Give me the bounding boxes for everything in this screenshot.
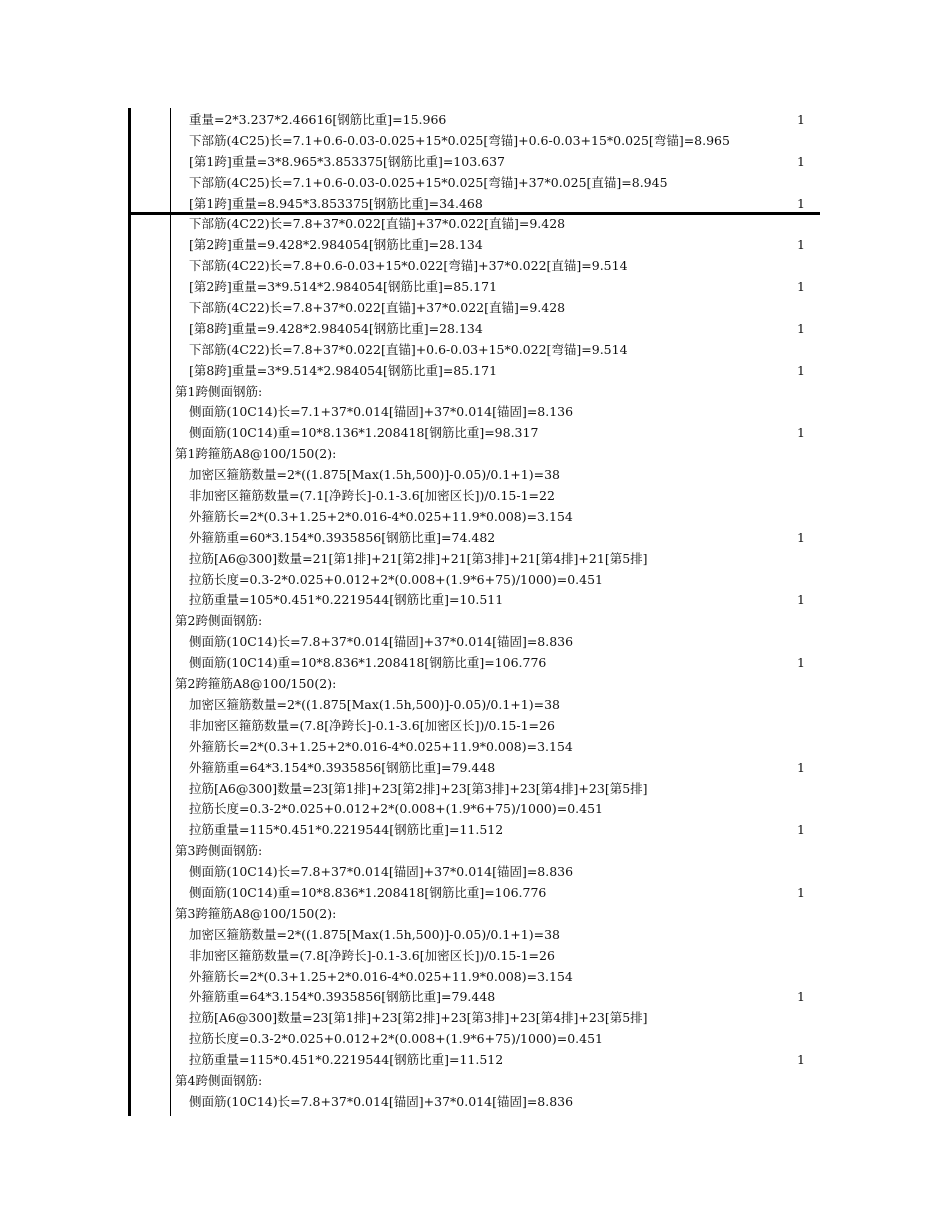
formula-text: 外箍筋长=2*(0.3+1.25+2*0.016-4*0.025+11.9*0.008)=3.154 bbox=[189, 968, 573, 984]
calc-row bbox=[0, 1071, 950, 1092]
formula-text: 非加密区箍筋数量=(7.8[净跨长]-0.1-3.6[加密区长])/0.15-1=26 bbox=[189, 947, 555, 963]
calc-row bbox=[0, 194, 950, 215]
calc-row bbox=[0, 549, 950, 570]
calc-row bbox=[0, 361, 950, 382]
calc-row bbox=[0, 716, 950, 737]
formula-text: [第1跨]重量=3*8.965*3.853375[钢筋比重]=103.637 bbox=[189, 153, 505, 169]
calc-row bbox=[0, 967, 950, 988]
calc-row bbox=[0, 653, 950, 674]
quantity-value: 1 bbox=[797, 822, 805, 838]
formula-text: 拉筋重量=115*0.451*0.2219544[钢筋比重]=11.512 bbox=[189, 822, 504, 838]
calc-row bbox=[0, 1092, 950, 1113]
calc-row bbox=[0, 402, 950, 423]
calc-row bbox=[0, 570, 950, 591]
formula-text: 非加密区箍筋数量=(7.1[净跨长]-0.1-3.6[加密区长])/0.15-1=22 bbox=[189, 488, 555, 504]
calc-row bbox=[0, 695, 950, 716]
quantity-value: 1 bbox=[797, 884, 805, 900]
formula-text: 侧面筋(10C14)长=7.8+37*0.014[锚固]+37*0.014[锚固]=8.836 bbox=[189, 634, 574, 650]
calc-row bbox=[0, 590, 950, 611]
calc-row bbox=[0, 507, 950, 528]
section-heading: 第1跨箍筋A8@100/150(2): bbox=[175, 446, 337, 462]
section-heading: 第2跨侧面钢筋: bbox=[175, 613, 263, 629]
section-heading: 第1跨侧面钢筋: bbox=[175, 383, 263, 399]
quantity-value: 1 bbox=[797, 279, 805, 295]
calc-row bbox=[0, 925, 950, 946]
quantity-value: 1 bbox=[797, 655, 805, 671]
formula-text: 侧面筋(10C14)重=10*8.136*1.208418[钢筋比重]=98.317 bbox=[189, 425, 539, 441]
quantity-value: 1 bbox=[797, 112, 805, 127]
calc-row bbox=[0, 779, 950, 800]
section-heading: 第4跨侧面钢筋: bbox=[175, 1072, 263, 1088]
calc-row bbox=[0, 904, 950, 925]
calc-row bbox=[0, 382, 950, 403]
calc-row bbox=[0, 883, 950, 904]
formula-text: [第8跨]重量=9.428*2.984054[钢筋比重]=28.134 bbox=[189, 320, 483, 336]
calc-row bbox=[0, 862, 950, 883]
calc-row bbox=[0, 444, 950, 465]
formula-text: 加密区箍筋数量=2*((1.875[Max(1.5h,500)]-0.05)/0.1+1)=38 bbox=[189, 696, 560, 712]
calc-row bbox=[0, 340, 950, 361]
formula-text: 拉筋重量=115*0.451*0.2219544[钢筋比重]=11.512 bbox=[189, 1052, 504, 1068]
formula-text: 外箍筋重=64*3.154*0.3935856[钢筋比重]=79.448 bbox=[189, 759, 496, 775]
calc-row bbox=[0, 235, 950, 256]
formula-text: 拉筋[A6@300]数量=23[第1排]+23[第2排]+23[第3排]+23[第4排]+23[第5排] bbox=[189, 780, 648, 796]
quantity-value: 1 bbox=[797, 362, 805, 378]
calc-row bbox=[0, 465, 950, 486]
formula-text: 侧面筋(10C14)长=7.8+37*0.014[锚固]+37*0.014[锚固]=8.836 bbox=[189, 864, 574, 880]
calc-row bbox=[0, 298, 950, 319]
formula-text: 加密区箍筋数量=2*((1.875[Max(1.5h,500)]-0.05)/0.1+1)=38 bbox=[189, 926, 560, 942]
formula-text: 外箍筋重=64*3.154*0.3935856[钢筋比重]=79.448 bbox=[189, 989, 496, 1005]
calc-row bbox=[0, 131, 950, 152]
quantity-value: 1 bbox=[797, 237, 805, 253]
calc-row bbox=[0, 214, 950, 235]
formula-text: 下部筋(4C22)长=7.8+37*0.022[直锚]+0.6-0.03+15*0.022[弯锚]=9.514 bbox=[189, 341, 628, 357]
calc-row bbox=[0, 737, 950, 758]
calc-row bbox=[0, 632, 950, 653]
calc-row bbox=[0, 256, 950, 277]
calc-row bbox=[0, 173, 950, 194]
formula-text: 拉筋长度=0.3-2*0.025+0.012+2*(0.008+(1.9*6+75)/1000)=0.451 bbox=[189, 1031, 604, 1047]
section-heading: 第3跨侧面钢筋: bbox=[175, 843, 263, 859]
formula-text: 侧面筋(10C14)重=10*8.836*1.208418[钢筋比重]=106.776 bbox=[189, 884, 547, 900]
formula-text: 下部筋(4C25)长=7.1+0.6-0.03-0.025+15*0.025[弯锚]+37*0.025[直锚]=8.945 bbox=[189, 174, 668, 190]
calculation-rows bbox=[0, 110, 950, 1113]
calc-row bbox=[0, 758, 950, 779]
formula-text: 拉筋长度=0.3-2*0.025+0.012+2*(0.008+(1.9*6+75)/1000)=0.451 bbox=[189, 801, 604, 817]
calc-row bbox=[0, 1050, 950, 1071]
section-heading: 第3跨箍筋A8@100/150(2): bbox=[175, 905, 337, 921]
formula-text: [第2跨]重量=9.428*2.984054[钢筋比重]=28.134 bbox=[189, 237, 483, 253]
calc-row bbox=[0, 110, 950, 131]
calc-row bbox=[0, 277, 950, 298]
formula-text: 侧面筋(10C14)长=7.8+37*0.014[锚固]+37*0.014[锚固]=8.836 bbox=[189, 1093, 574, 1109]
calc-row bbox=[0, 528, 950, 549]
formula-text: 下部筋(4C22)长=7.8+0.6-0.03+15*0.022[弯锚]+37*0.022[直锚]=9.514 bbox=[189, 258, 628, 274]
calc-row bbox=[0, 1029, 950, 1050]
formula-text: 下部筋(4C22)长=7.8+37*0.022[直锚]+37*0.022[直锚]=9.428 bbox=[189, 300, 566, 316]
formula-text: 重量=2*3.237*2.46616[钢筋比重]=15.966 bbox=[189, 112, 447, 127]
calc-row bbox=[0, 319, 950, 340]
section-heading: 第2跨箍筋A8@100/150(2): bbox=[175, 676, 337, 692]
calc-row bbox=[0, 423, 950, 444]
formula-text: 拉筋长度=0.3-2*0.025+0.012+2*(0.008+(1.9*6+75)/1000)=0.451 bbox=[189, 571, 604, 587]
calc-row bbox=[0, 946, 950, 967]
calc-row bbox=[0, 152, 950, 173]
formula-text: 非加密区箍筋数量=(7.8[净跨长]-0.1-3.6[加密区长])/0.15-1=26 bbox=[189, 717, 555, 733]
quantity-value: 1 bbox=[797, 195, 805, 211]
quantity-value: 1 bbox=[797, 529, 805, 545]
calc-row bbox=[0, 820, 950, 841]
quantity-value: 1 bbox=[797, 759, 805, 775]
quantity-value: 1 bbox=[797, 989, 805, 1005]
quantity-value: 1 bbox=[797, 153, 805, 169]
calc-row bbox=[0, 987, 950, 1008]
formula-text: 拉筋[A6@300]数量=21[第1排]+21[第2排]+21[第3排]+21[第4排]+21[第5排] bbox=[189, 550, 648, 566]
calc-row bbox=[0, 799, 950, 820]
formula-text: 拉筋重量=105*0.451*0.2219544[钢筋比重]=10.511 bbox=[189, 592, 504, 608]
formula-text: 下部筋(4C25)长=7.1+0.6-0.03-0.025+15*0.025[弯锚]+0.6-0.03+15*0.025[弯锚]=8.965 bbox=[189, 132, 730, 148]
formula-text: [第1跨]重量=8.945*3.853375[钢筋比重]=34.468 bbox=[189, 195, 483, 211]
formula-text: 外箍筋重=60*3.154*0.3935856[钢筋比重]=74.482 bbox=[189, 529, 496, 545]
calc-row bbox=[0, 674, 950, 695]
formula-text: 侧面筋(10C14)长=7.1+37*0.014[锚固]+37*0.014[锚固]=8.136 bbox=[189, 404, 574, 420]
formula-text: 外箍筋长=2*(0.3+1.25+2*0.016-4*0.025+11.9*0.008)=3.154 bbox=[189, 508, 573, 524]
calc-row bbox=[0, 1008, 950, 1029]
quantity-value: 1 bbox=[797, 1052, 805, 1068]
quantity-value: 1 bbox=[797, 592, 805, 608]
quantity-value: 1 bbox=[797, 320, 805, 336]
calc-row bbox=[0, 486, 950, 507]
formula-text: [第2跨]重量=3*9.514*2.984054[钢筋比重]=85.171 bbox=[189, 279, 498, 295]
formula-text: [第8跨]重量=3*9.514*2.984054[钢筋比重]=85.171 bbox=[189, 362, 498, 378]
formula-text: 加密区箍筋数量=2*((1.875[Max(1.5h,500)]-0.05)/0.1+1)=38 bbox=[189, 467, 560, 483]
formula-text: 下部筋(4C22)长=7.8+37*0.022[直锚]+37*0.022[直锚]=9.428 bbox=[189, 216, 566, 232]
quantity-value: 1 bbox=[797, 425, 805, 441]
formula-text: 侧面筋(10C14)重=10*8.836*1.208418[钢筋比重]=106.776 bbox=[189, 655, 547, 671]
calc-row bbox=[0, 611, 950, 632]
calc-row bbox=[0, 841, 950, 862]
formula-text: 外箍筋长=2*(0.3+1.25+2*0.016-4*0.025+11.9*0.008)=3.154 bbox=[189, 738, 573, 754]
formula-text: 拉筋[A6@300]数量=23[第1排]+23[第2排]+23[第3排]+23[第4排]+23[第5排] bbox=[189, 1010, 648, 1026]
